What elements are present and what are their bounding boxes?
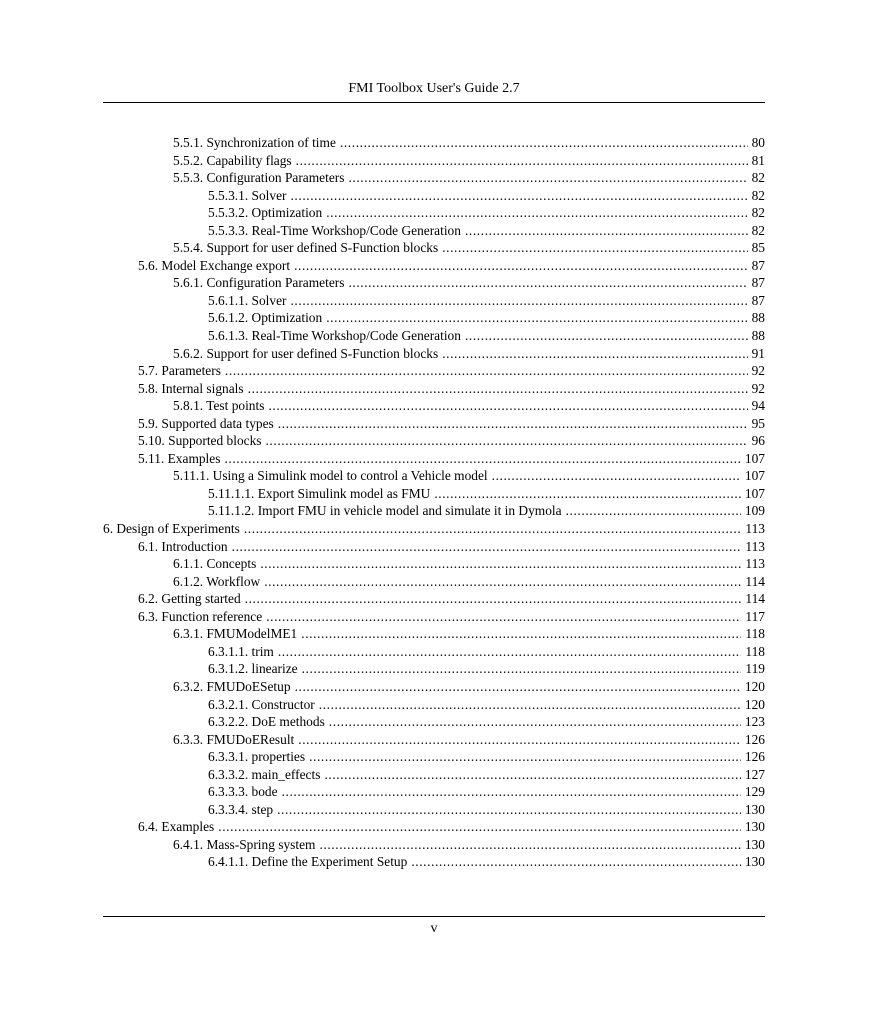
toc-entry-title[interactable]: 6.1.1. Concepts <box>173 556 257 572</box>
toc-entry[interactable] <box>103 696 765 714</box>
toc-entry-title[interactable]: 5.5.3.1. Solver <box>208 187 287 203</box>
toc-entry-page[interactable]: 113 <box>745 521 765 537</box>
toc-entry-title[interactable]: 6.3.3.3. bode <box>208 784 278 800</box>
toc-entry-title[interactable]: 5.5.3.3. Real-Time Workshop/Code Generation <box>208 222 461 238</box>
toc-entry-page[interactable]: 107 <box>744 468 765 484</box>
toc-entry[interactable] <box>103 590 765 608</box>
toc-dot-leader <box>224 450 740 468</box>
toc-entry-title[interactable]: 5.7. Parameters <box>138 363 221 379</box>
toc-dot-leader <box>465 327 748 345</box>
toc-entry-page[interactable]: 130 <box>744 854 765 870</box>
toc-entry-title[interactable]: 5.6. Model Exchange export <box>138 257 291 273</box>
toc-entry[interactable] <box>103 397 765 415</box>
toc-entry[interactable] <box>103 836 765 854</box>
toc-dot-leader <box>260 555 741 573</box>
toc-entry-page[interactable]: 107 <box>744 450 765 466</box>
toc-dot-leader <box>296 152 748 170</box>
toc-entry[interactable] <box>103 660 765 678</box>
toc-entry[interactable] <box>103 257 765 275</box>
toc-dot-leader <box>492 467 741 485</box>
toc-entry-page[interactable]: 107 <box>744 485 765 501</box>
toc-dot-leader <box>265 432 747 450</box>
toc-entry-page[interactable]: 81 <box>751 152 765 168</box>
toc-entry[interactable] <box>103 625 765 643</box>
toc-entry-title[interactable]: 5.6.1.1. Solver <box>208 292 287 308</box>
toc-dot-leader <box>290 187 747 205</box>
toc-entry-page[interactable]: 113 <box>745 556 765 572</box>
toc-entry-title[interactable]: 5.5.2. Capability flags <box>173 152 292 168</box>
toc-entry-title[interactable]: 5.11.1.1. Export Simulink model as FMU <box>208 485 431 501</box>
toc-entry[interactable] <box>103 801 765 819</box>
toc-entry[interactable] <box>103 169 765 187</box>
toc-entry-page[interactable]: 114 <box>745 591 765 607</box>
toc-entry-page[interactable]: 87 <box>751 275 765 291</box>
toc-entry-title[interactable]: 5.8. Internal signals <box>138 380 244 396</box>
toc-dot-leader <box>326 309 747 327</box>
toc-entry-title[interactable]: 5.6.2. Support for user defined S-Function blocks <box>173 345 439 361</box>
toc-entry[interactable] <box>103 467 765 485</box>
toc-dot-leader <box>225 362 748 380</box>
toc-entry-title[interactable]: 6.3.3.1. properties <box>208 749 306 765</box>
toc-entry[interactable] <box>103 573 765 591</box>
toc-dot-leader <box>266 608 741 626</box>
toc-dot-leader <box>465 222 748 240</box>
toc-entry-page[interactable]: 109 <box>744 503 765 519</box>
toc-dot-leader <box>298 731 741 749</box>
toc-entry-page[interactable]: 87 <box>751 257 765 273</box>
toc-dot-leader <box>278 415 748 433</box>
toc-entry-title[interactable]: 5.8.1. Test points <box>173 398 265 414</box>
toc-dot-leader <box>277 801 741 819</box>
toc-dot-leader <box>442 345 747 363</box>
toc-entry[interactable] <box>103 415 765 433</box>
toc-entry[interactable] <box>103 345 765 363</box>
toc-entry-page[interactable]: 127 <box>744 766 765 782</box>
toc-entry[interactable] <box>103 134 765 152</box>
toc-entry[interactable] <box>103 766 765 784</box>
toc-entry[interactable] <box>103 783 765 801</box>
toc-entry-page[interactable]: 126 <box>744 731 765 747</box>
toc-entry-page[interactable]: 82 <box>751 187 765 203</box>
toc-entry[interactable] <box>103 853 765 871</box>
toc-dot-leader <box>319 836 740 854</box>
toc-dot-leader <box>282 783 741 801</box>
toc-entry-title[interactable]: 5.5.4. Support for user defined S-Function blocks <box>173 240 439 256</box>
toc-dot-leader <box>566 502 741 520</box>
toc-entry-page[interactable]: 118 <box>745 643 765 659</box>
toc-dot-leader <box>232 538 742 556</box>
toc-entry-page[interactable]: 91 <box>751 345 765 361</box>
toc-entry-title[interactable]: 6. Design of Experiments <box>103 521 240 537</box>
toc-entry-title[interactable]: 5.5.3. Configuration Parameters <box>173 170 345 186</box>
toc-dot-leader <box>248 380 748 398</box>
toc-dot-leader <box>348 169 747 187</box>
toc-entry-title[interactable]: 5.6.1.3. Real-Time Workshop/Code Generation <box>208 328 461 344</box>
toc-entry-title[interactable]: 5.11.1.2. Import FMU in vehicle model and simulate it in Dymola <box>208 503 562 519</box>
toc-entry-title[interactable]: 6.3. Function reference <box>138 608 263 624</box>
table-of-contents <box>103 134 765 871</box>
toc-dot-leader <box>245 590 742 608</box>
toc-entry-title[interactable]: 6.4.1. Mass-Spring system <box>173 836 316 852</box>
toc-entry-page[interactable]: 117 <box>745 608 765 624</box>
toc-entry[interactable] <box>103 239 765 257</box>
toc-entry[interactable] <box>103 485 765 503</box>
toc-entry-page[interactable]: 95 <box>751 415 765 431</box>
toc-dot-leader <box>434 485 741 503</box>
toc-entry-page[interactable]: 129 <box>744 784 765 800</box>
toc-entry-page[interactable]: 92 <box>751 363 765 379</box>
footer-rule <box>103 916 765 917</box>
toc-entry[interactable] <box>103 818 765 836</box>
toc-entry[interactable] <box>103 204 765 222</box>
toc-entry-page[interactable]: 85 <box>751 240 765 256</box>
toc-entry[interactable] <box>103 380 765 398</box>
toc-entry-page[interactable]: 126 <box>744 749 765 765</box>
toc-entry-page[interactable]: 130 <box>744 836 765 852</box>
toc-entry-title[interactable]: 6.3.3. FMUDoEResult <box>173 731 295 747</box>
toc-entry-page[interactable]: 82 <box>751 170 765 186</box>
toc-entry-title[interactable]: 6.2. Getting started <box>138 591 241 607</box>
toc-dot-leader <box>324 766 740 784</box>
toc-entry-title[interactable]: 5.11.1. Using a Simulink model to control a Vehicle model <box>173 468 488 484</box>
toc-entry[interactable] <box>103 327 765 345</box>
toc-dot-leader <box>348 274 747 292</box>
toc-entry-page[interactable]: 123 <box>744 714 765 730</box>
toc-dot-leader <box>264 573 741 591</box>
toc-entry-page[interactable]: 114 <box>745 573 765 589</box>
toc-entry-title[interactable]: 6.3.1.2. linearize <box>208 661 298 677</box>
toc-entry-title[interactable]: 5.6.1. Configuration Parameters <box>173 275 345 291</box>
toc-dot-leader <box>244 520 742 538</box>
toc-entry-title[interactable]: 6.4. Examples <box>138 819 215 835</box>
toc-entry[interactable] <box>103 608 765 626</box>
toc-entry[interactable] <box>103 713 765 731</box>
toc-entry-page[interactable]: 88 <box>751 328 765 344</box>
toc-entry-title[interactable]: 5.9. Supported data types <box>138 415 274 431</box>
toc-dot-leader <box>294 257 748 275</box>
toc-entry-page[interactable]: 94 <box>751 398 765 414</box>
toc-dot-leader <box>329 713 741 731</box>
toc-entry-page[interactable]: 119 <box>745 661 765 677</box>
toc-entry-title[interactable]: 6.3.2.2. DoE methods <box>208 714 325 730</box>
toc-entry[interactable] <box>103 222 765 240</box>
toc-entry-page[interactable]: 80 <box>751 135 765 150</box>
toc-entry-page[interactable]: 120 <box>744 678 765 694</box>
toc-entry-page[interactable]: 130 <box>744 801 765 817</box>
toc-entry-page[interactable]: 96 <box>751 433 765 449</box>
toc-entry-page[interactable]: 120 <box>744 696 765 712</box>
toc-entry-page[interactable]: 92 <box>751 380 765 396</box>
toc-entry-title[interactable]: 6.3.2. FMUDoESetup <box>173 678 291 694</box>
toc-dot-leader <box>340 134 748 152</box>
toc-dot-leader <box>218 818 741 836</box>
toc-dot-leader <box>268 397 747 415</box>
toc-entry[interactable] <box>103 432 765 450</box>
header-rule <box>103 102 765 103</box>
toc-entry[interactable] <box>103 555 765 573</box>
toc-entry-title[interactable]: 6.3.3.2. main_effects <box>208 766 321 782</box>
toc-entry-title[interactable]: 5.11. Examples <box>138 450 221 466</box>
toc-entry-title[interactable]: 5.5.3.2. Optimization <box>208 205 323 221</box>
toc-entry[interactable] <box>103 309 765 327</box>
toc-entry-title[interactable]: 5.5.1. Synchronization of time <box>173 135 336 150</box>
toc-entry-title[interactable]: 6.3.2.1. Constructor <box>208 696 315 712</box>
toc-entry[interactable] <box>103 678 765 696</box>
toc-entry-page[interactable]: 88 <box>751 310 765 326</box>
toc-entry-page[interactable]: 130 <box>744 819 765 835</box>
toc-entry-page[interactable]: 82 <box>751 222 765 238</box>
toc-entry-title[interactable]: 6.3.3.4. step <box>208 801 274 817</box>
toc-entry[interactable] <box>103 538 765 556</box>
toc-entry-title[interactable]: 6.1. Introduction <box>138 538 228 554</box>
toc-entry-title[interactable]: 6.3.1.1. trim <box>208 643 274 659</box>
toc-dot-leader <box>411 853 741 871</box>
toc-entry[interactable] <box>103 274 765 292</box>
toc-entry-page[interactable]: 118 <box>745 626 765 642</box>
toc-entry-page[interactable]: 82 <box>751 205 765 221</box>
toc-entry[interactable] <box>103 187 765 205</box>
page-header: FMI Toolbox User's Guide 2.7 <box>348 81 520 96</box>
toc-dot-leader <box>319 696 741 714</box>
toc-dot-leader <box>442 239 747 257</box>
page-number: v <box>430 921 438 936</box>
toc-dot-leader <box>290 292 747 310</box>
toc-entry-title[interactable]: 6.4.1.1. Define the Experiment Setup <box>208 854 408 870</box>
toc-entry[interactable] <box>103 520 765 538</box>
toc-entry[interactable] <box>103 502 765 520</box>
toc-entry[interactable] <box>103 362 765 380</box>
toc-entry[interactable] <box>103 731 765 749</box>
toc-entry[interactable] <box>103 292 765 310</box>
toc-entry-page[interactable]: 87 <box>751 292 765 308</box>
toc-entry[interactable] <box>103 152 765 170</box>
toc-dot-leader <box>302 660 742 678</box>
toc-entry-page[interactable]: 113 <box>745 538 765 554</box>
toc-dot-leader <box>301 625 741 643</box>
toc-entry[interactable] <box>103 748 765 766</box>
toc-entry[interactable] <box>103 643 765 661</box>
toc-entry-title[interactable]: 5.10. Supported blocks <box>138 433 262 449</box>
toc-dot-leader <box>309 748 741 766</box>
toc-entry-title[interactable]: 5.6.1.2. Optimization <box>208 310 323 326</box>
toc-dot-leader <box>326 204 747 222</box>
toc-entry[interactable] <box>103 450 765 468</box>
toc-dot-leader <box>278 643 742 661</box>
toc-entry-title[interactable]: 6.3.1. FMUModelME1 <box>173 626 298 642</box>
toc-entry-title[interactable]: 6.1.2. Workflow <box>173 573 261 589</box>
toc-dot-leader <box>295 678 741 696</box>
